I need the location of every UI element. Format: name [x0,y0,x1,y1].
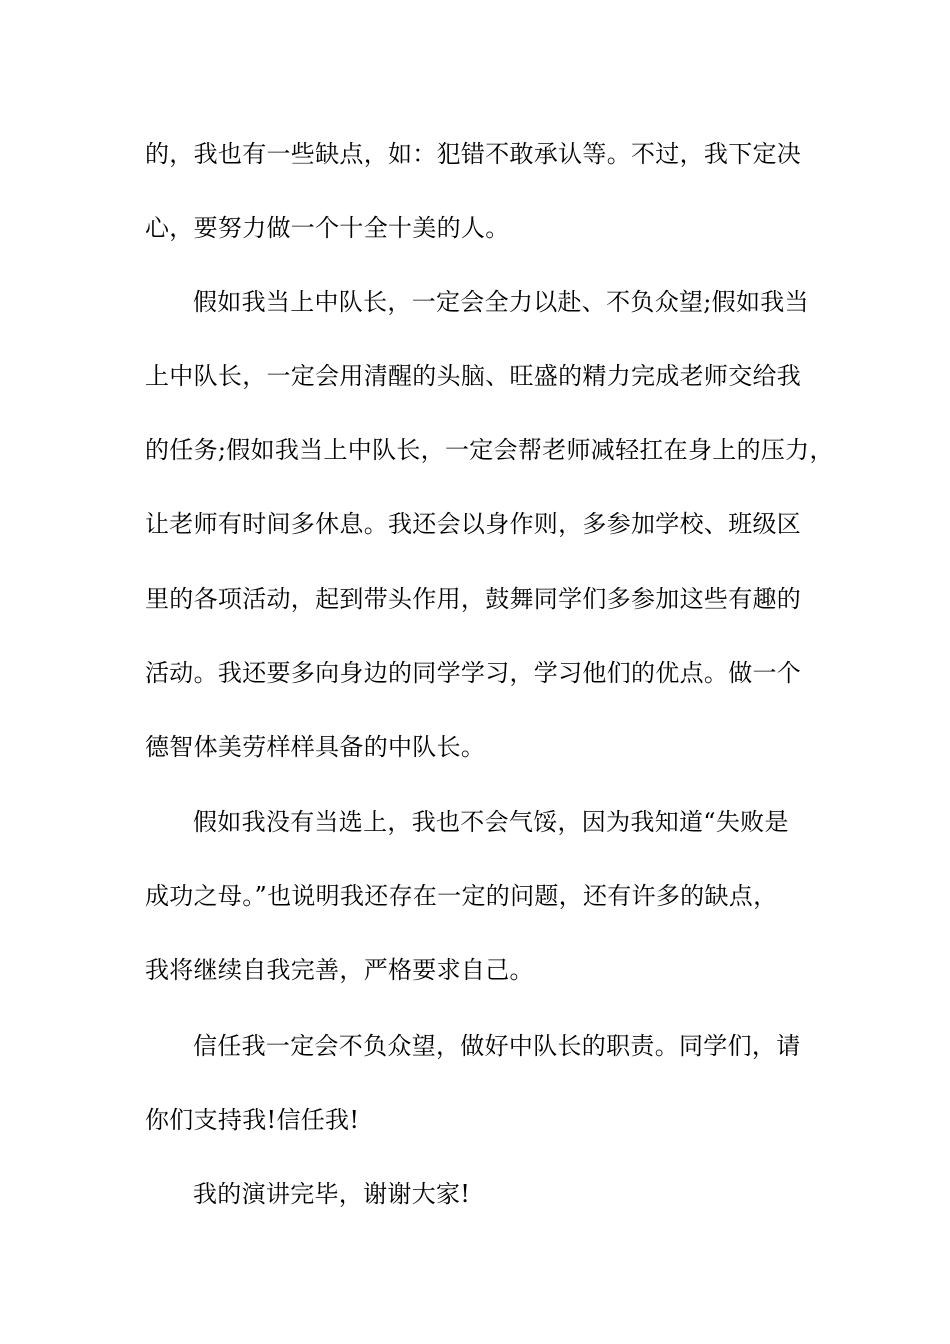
text-line: 活动。我还要多向身边的同学学习，学习他们的优点。做一个 [145,659,802,687]
paragraph-start-line: 假如我没有当选上，我也不会气馁，因为我知道“失败是 [193,808,789,836]
text-line: 里的各项活动，起到带头作用，鼓舞同学们多参加这些有趣的 [145,585,802,613]
text-line: 你们支持我!信任我! [145,1106,360,1134]
text-line: 心，要努力做一个十全十美的人。 [145,214,510,242]
text-line: 我将继续自我完善，严格要求自己。 [145,956,534,984]
paragraph-start-line: 信任我一定会不负众望，做好中队长的职责。同学们，请 [193,1032,801,1060]
paragraph-start-line: 我的演讲完毕，谢谢大家! [193,1180,471,1208]
text-line: 的，我也有一些缺点，如：犯错不敢承认等。不过，我下定决 [145,140,802,168]
text-line: 让老师有时间多休息。我还会以身作则，多参加学校、班级区 [145,510,802,538]
paragraph-start-line: 假如我当上中队长，一定会全力以赴、不负众望;假如我当 [193,288,809,316]
text-line: 成功之母。”也说明我还存在一定的问题，还有许多的缺点， [145,882,778,910]
text-line: 德智体美劳样样具备的中队长。 [145,733,486,761]
text-line: 的任务;假如我当上中队长，一定会帮老师减轻扛在身上的压力， [145,436,834,464]
text-line: 上中队长，一定会用清醒的头脑、旺盛的精力完成老师交给我 [145,362,802,390]
